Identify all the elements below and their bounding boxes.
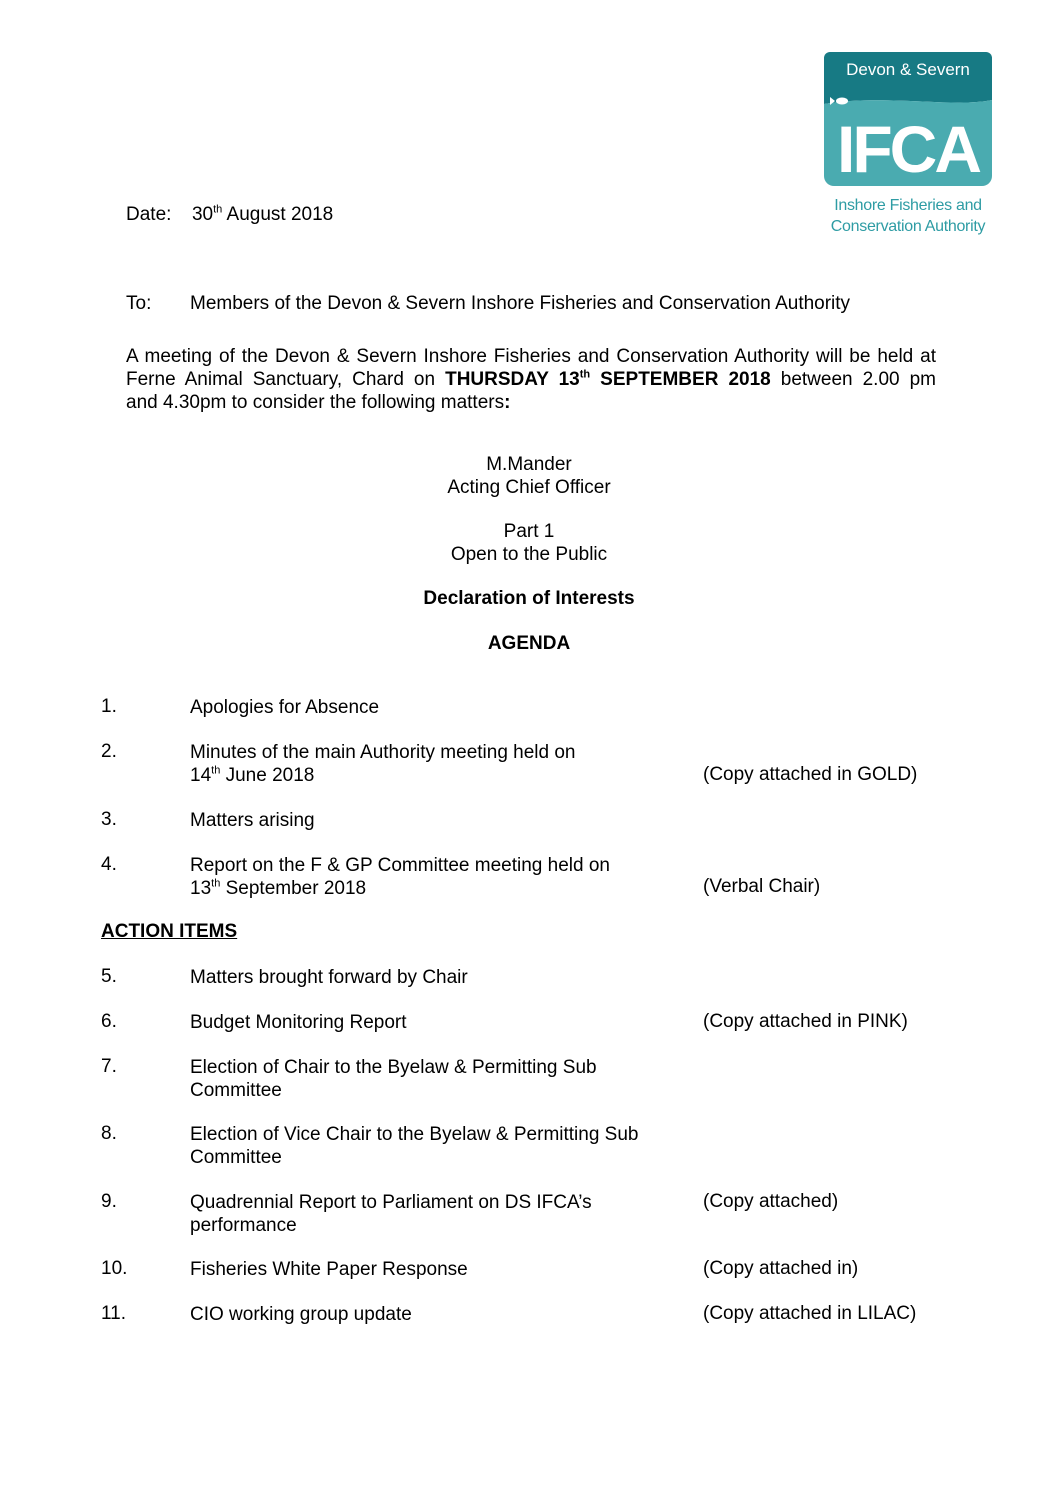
item-number: 4.	[101, 854, 117, 875]
part-sub: Open to the Public	[450, 544, 608, 565]
logo-subtitle	[824, 195, 992, 237]
signature-block	[0, 453, 1058, 499]
fish-icon	[824, 90, 992, 112]
logo-main-text: IFCA	[824, 112, 992, 186]
item-text: Quadrennial Report to Parliament on DS IFCA’s performance	[190, 1192, 592, 1236]
date-rest: August 2018	[226, 204, 334, 225]
item-text: Election of Chair to the Byelaw & Permitting Sub Committee	[190, 1057, 597, 1101]
item-text: Apologies for Absence	[190, 697, 380, 718]
item-note: (Verbal Chair)	[703, 876, 821, 897]
item-text: Report on the F & GP Committee meeting held on 13th September 2018	[190, 855, 610, 899]
signatory-name: M.Mander	[486, 454, 572, 475]
item-text: Election of Vice Chair to the Byelaw & Permitting Sub Committee	[190, 1124, 639, 1168]
item-note: (Copy attached in)	[703, 1258, 859, 1279]
action-items-heading: ACTION ITEMS	[101, 921, 238, 942]
intro-line-2: Ferne Animal Sanctuary, Chard on THURSDAY 13th SEPTEMBER 2018 between 2.00 pm	[126, 368, 937, 390]
date-label: Date:	[126, 204, 172, 225]
item-number: 5.	[101, 966, 117, 987]
declaration-heading: Declaration of Interests	[423, 588, 635, 609]
item-number: 10.	[101, 1258, 128, 1279]
item-text: Fisheries White Paper Response	[190, 1259, 468, 1280]
part-heading: Part 1	[503, 521, 555, 542]
item-text: Matters brought forward by Chair	[190, 967, 468, 988]
date-day: 30	[191, 204, 214, 225]
to-text: Members of the Devon & Severn Inshore Fisheries and Conservation Authority	[190, 293, 851, 314]
item-note: (Copy attached in GOLD)	[703, 764, 918, 785]
part-block	[0, 520, 1058, 566]
item-number: 9.	[101, 1191, 117, 1212]
item-note: (Copy attached)	[703, 1191, 839, 1212]
item-note: (Copy attached in PINK)	[703, 1011, 908, 1032]
item-text: Minutes of the main Authority meeting held on 14th June 2018	[190, 742, 576, 786]
date-suffix: th	[213, 203, 223, 216]
item-number: 7.	[101, 1056, 117, 1077]
intro-paragraph	[126, 345, 936, 414]
ifca-logo	[824, 52, 994, 242]
logo-sub-line1: Inshore Fisheries and	[834, 197, 982, 214]
item-note: (Copy attached in LILAC)	[703, 1303, 917, 1324]
to-label: To:	[126, 293, 152, 314]
item-number: 8.	[101, 1123, 117, 1144]
intro-line-1: A meeting of the Devon & Severn Inshore Fisheries and Conservation Authority will be held at	[126, 346, 936, 367]
item-number: 11.	[101, 1303, 127, 1324]
logo-top-text: Devon & Severn	[824, 52, 992, 92]
item-text: CIO working group update	[190, 1304, 412, 1325]
date-line	[126, 204, 333, 226]
intro-line-3: and 4.30pm to consider the following matters:	[126, 392, 511, 413]
signatory-title: Acting Chief Officer	[447, 477, 611, 498]
logo-sub-line2: Conservation Authority	[830, 218, 986, 235]
item-number: 2.	[101, 741, 117, 762]
item-text: Matters arising	[190, 810, 315, 831]
item-number: 1.	[101, 696, 117, 717]
item-text: Budget Monitoring Report	[190, 1012, 407, 1033]
item-number: 3.	[101, 809, 117, 830]
item-number: 6.	[101, 1011, 117, 1032]
agenda-heading: AGENDA	[487, 633, 571, 654]
